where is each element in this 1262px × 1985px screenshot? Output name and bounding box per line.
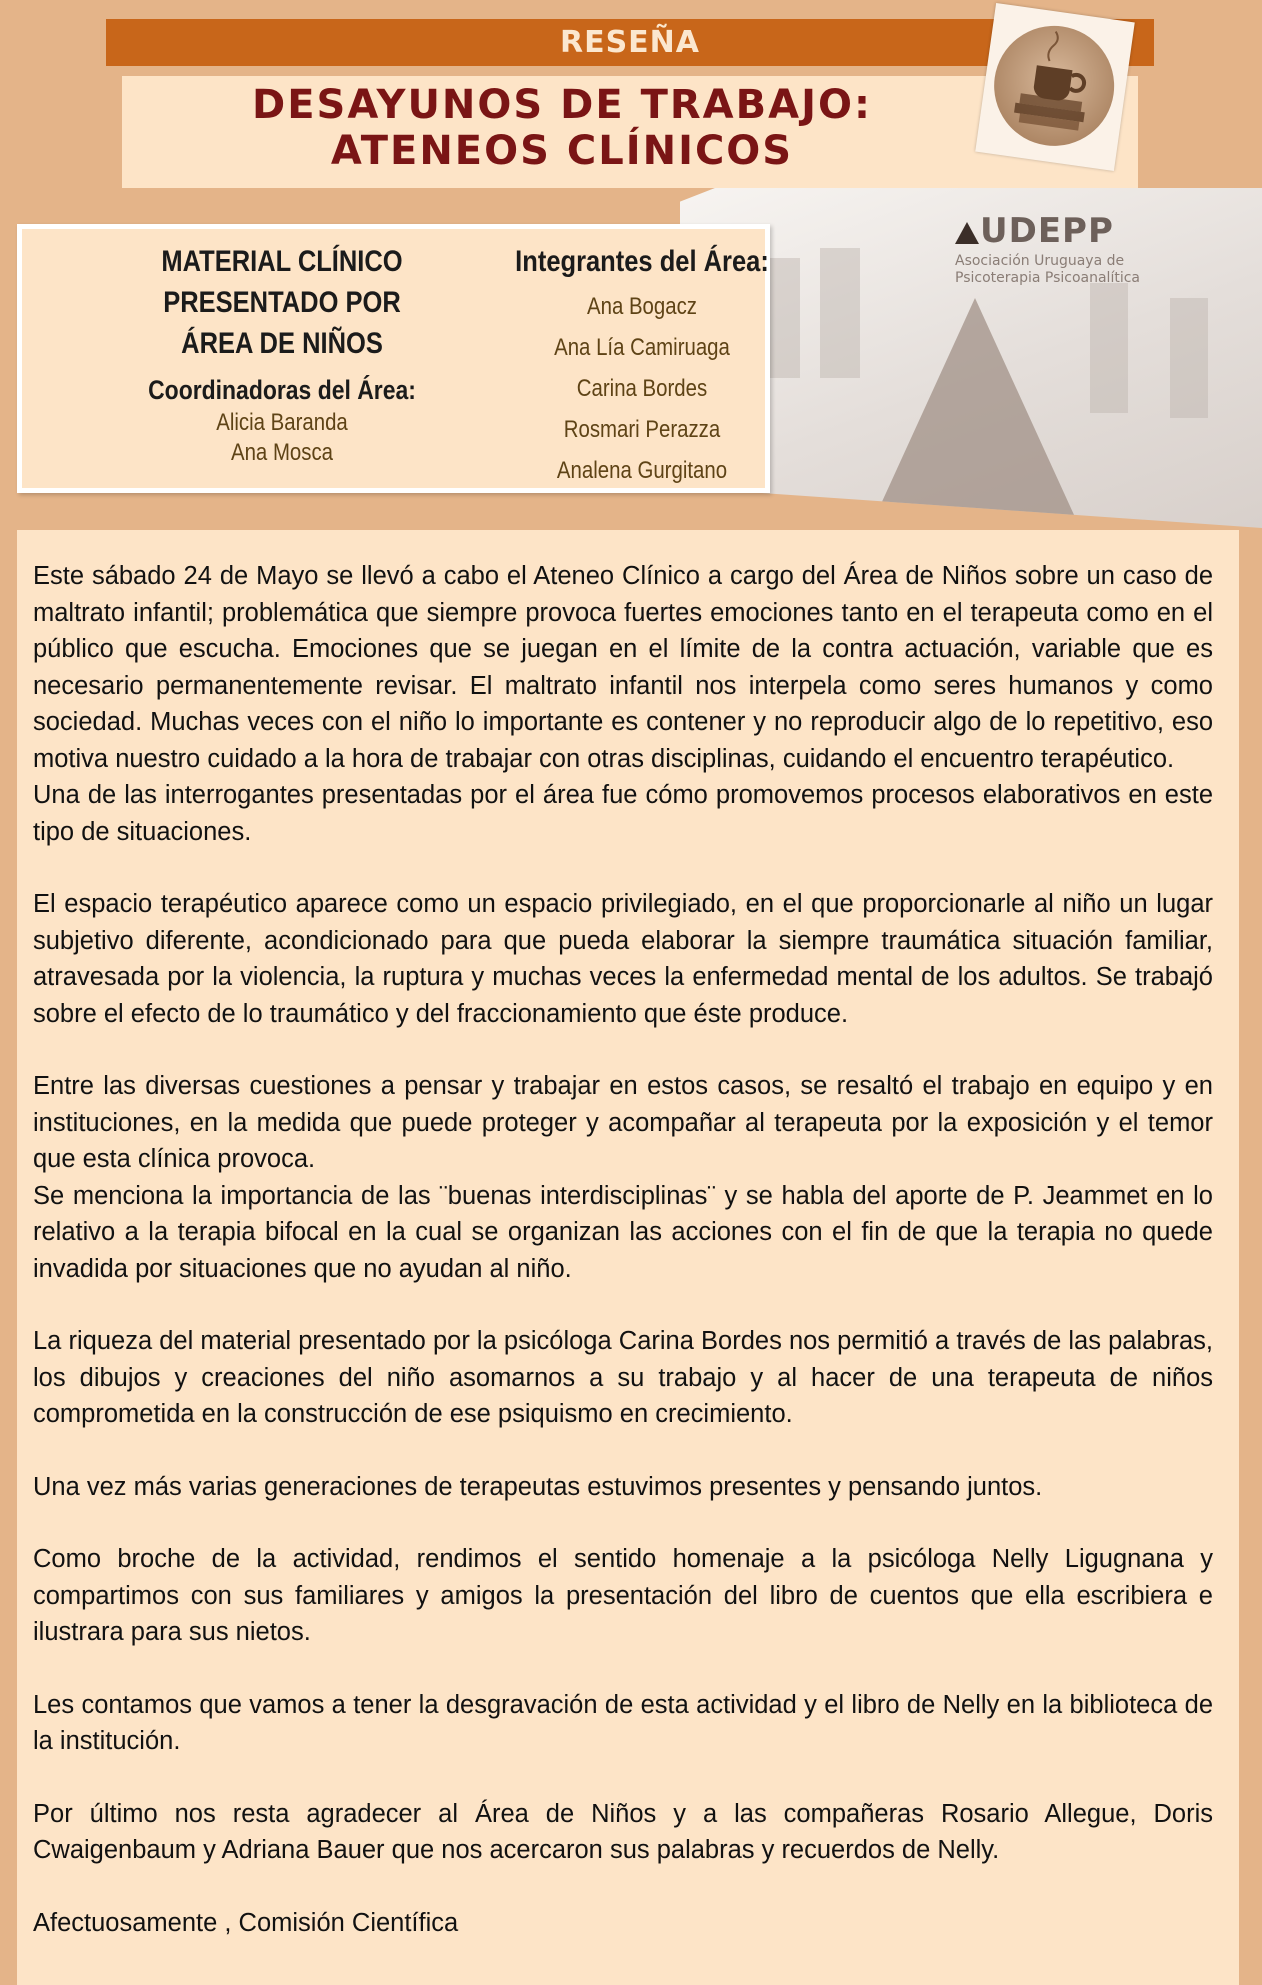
paragraph: Se menciona la importancia de las ¨buenas interdisciplinas¨ y se habla del aporte de P. Jeammet en lo relativo a la terapia bifocal en la cual se organizan las acciones con el fin de que la terapia no quede invadida por situaciones que no ayudan al niño. xyxy=(33,1181,1213,1283)
coffee-books-photo xyxy=(975,3,1135,171)
logo-subtitle-1: Asociación Uruguaya de xyxy=(955,253,1125,269)
material-heading-2: PRESENTADO POR xyxy=(163,286,401,319)
logo-subtitle-2: Psicoterapia Psicoanalítica xyxy=(955,270,1140,286)
coordinator-name: Alicia Baranda xyxy=(216,409,348,436)
signature: Afectuosamente , Comisión Científica xyxy=(33,1908,459,1937)
coordinators-heading: Coordinadoras del Área: xyxy=(148,375,416,405)
member-name: Ana Bogacz xyxy=(586,293,697,320)
paragraph: Por último nos resta agradecer al Área de Niños y a las compañeras Rosario Allegue, Doris Cwaigenbaum y Adriana Bauer que nos acercaron sus palabras y recuerdos de Nelly. xyxy=(33,1799,1213,1864)
audepp-logo xyxy=(955,211,1140,287)
paragraph: El espacio terapéutico aparece como un espacio privilegiado, en el que proporcionarle al niño un lugar subjetivo diferente, acondicionado para que pueda elaborar la siempre traumática situación familiar, atravesada por la violencia, la ruptura y muchas veces la enfermedad mental de los adultos. Se trabajó sobre el efecto de lo traumático y del fraccionamiento que éste produce. xyxy=(33,890,1213,1028)
paragraph: Una de las interrogantes presentadas por el área fue cómo promovemos procesos elaborativos en este tipo de situaciones. xyxy=(33,781,1213,846)
paragraph: Como broche de la actividad, rendimos el sentido homenaje a la psicóloga Nelly Ligugnana y compartimos con sus familiares y amigos la presentación del libro de cuentos que ella escribiera e ilustrara para sus nietos. xyxy=(33,1545,1213,1646)
members-column xyxy=(492,241,792,491)
member-name: Analena Gurgitano xyxy=(556,457,728,484)
paragraph: Una vez más varias generaciones de terapeutas estuvimos presentes y pensando juntos. xyxy=(33,1472,1043,1501)
member-name: Carina Bordes xyxy=(576,375,708,402)
member-name: Rosmari Perazza xyxy=(563,416,721,443)
area-info-box xyxy=(17,224,770,493)
material-column xyxy=(102,241,462,468)
member-name: Ana Lía Camiruaga xyxy=(554,334,730,361)
members-heading: Integrantes del Área: xyxy=(515,245,769,278)
triangle-logo-icon xyxy=(955,222,979,244)
coffee-cup-icon xyxy=(986,18,1122,154)
title-line-2: ATENEOS CLÍNICOS xyxy=(330,128,794,174)
coordinator-name: Ana Mosca xyxy=(230,439,334,466)
title-line-1: DESAYUNOS DE TRABAJO: xyxy=(252,82,872,128)
paragraph: Este sábado 24 de Mayo se llevó a cabo el Ateneo Clínico a cargo del Área de Niños sobre un caso de maltrato infantil; problemática que siempre provoca fuertes emociones tanto en el terapeuta como en el público que escucha. Emociones que se juegan en el límite de la contra actuación, variable que es necesario permanentemente revisar. El maltrato infantil nos interpela como seres humanos y como sociedad. Muchas veces con el niño lo importante es contener y no reproducir algo de lo repetitivo, eso motiva nuestro cuidado a la hora de trabajar con otras disciplinas, cuidando el encuentro terapéutico. xyxy=(33,562,1213,773)
material-heading-1: MATERIAL CLÍNICO xyxy=(161,245,403,278)
article-body xyxy=(17,530,1239,1985)
logo-name: UDEPP xyxy=(980,211,1114,251)
material-heading-3: ÁREA DE NIÑOS xyxy=(181,327,383,360)
paragraph: Les contamos que vamos a tener la desgravación de esta actividad y el libro de Nelly en la biblioteca de la institución. xyxy=(33,1690,1213,1755)
paragraph: La riqueza del material presentado por la psicóloga Carina Bordes nos permitió a través de las palabras, los dibujos y creaciones del niño asomarnos a su trabajo y al hacer de una terapeuta de niños comprometida en la construcción de ese psiquismo en crecimiento. xyxy=(33,1327,1213,1428)
resena-banner: RESEÑA xyxy=(106,19,1154,66)
paragraph: Entre las diversas cuestiones a pensar y trabajar en estos casos, se resaltó el trabajo en equipo y en instituciones, en la medida que puede proteger y acompañar al terapeuta por la exposición y el temor que esta clínica provoca. xyxy=(33,1072,1213,1173)
